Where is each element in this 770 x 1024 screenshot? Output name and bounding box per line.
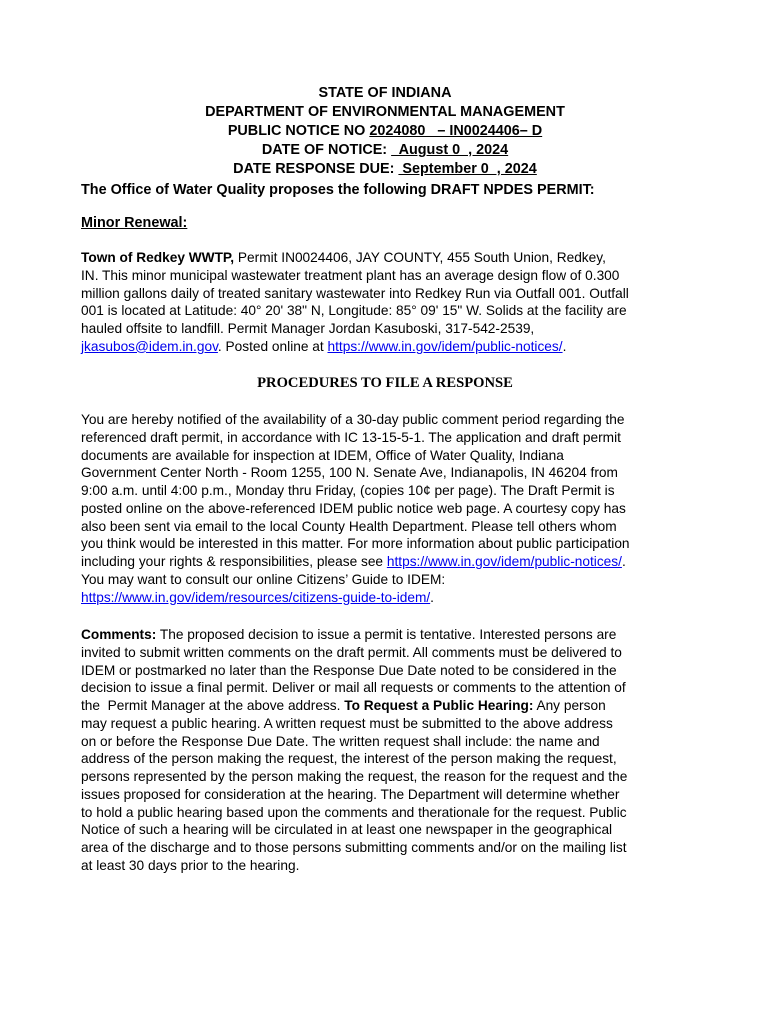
permit-manager-email-link[interactable]: jkasubos@idem.in.gov (81, 338, 218, 354)
notice-prefix: PUBLIC NOTICE NO (227, 123, 370, 139)
public-notices-link[interactable]: https://www.in.gov/idem/public-notices/ (327, 338, 563, 354)
public-notices-link-2[interactable]: https://www.in.gov/idem/public-notices/ (386, 554, 622, 569)
notice-paragraph: You are hereby notified of the availability of a 30-day public comment period regarding the referenced draft permit, in accordance with IC 13-15-5-1. The application and draft permit documents are available for inspection at IDEM, Office of Water Quality, Indiana Government Center North - Room 1255, 100 N. Senate Ave, Indianapolis, IN 46204 from 9:00 a.m. until 4:00 p.m., Monday thru Friday, (copies 10¢ per page). The Draft Permit is posted online on the above-referenced IDEM public notice web page. A courtesy copy has also been sent via email to the local County Health Department. Please tell others whom you think would be interested in this matter. For more information about public participation including your rights & responsibilities, please see https://www.in.gov/idem/public-notices/. You may want to consult our online Citizens’ Guide to IDEM: https://www.in.gov/idem/resources/citizens-guide-to-idem/. (81, 412, 630, 605)
public-notice-number (0, 122, 770, 140)
date-due-label: DATE RESPONSE DUE: (233, 161, 399, 177)
date-notice-value: August 0 , 2024 (391, 142, 509, 158)
hearing-label: To Request a Public Hearing: (344, 698, 534, 713)
permit-paragraph: Town of Redkey WWTP, Permit IN0024406, JAY COUNTY, 455 South Union, Redkey, IN. This minor municipal wastewater treatment plant has an average design flow of 0.300 million gallons daily of treated sanitary wastewater into Redkey Run via Outfall 001. Outfall 001 is located at Latitude: 40° 20' 38" N, Longitude: 85° 09' 15" W. Solids at the facility are hauled offsite to landfill. Permit Manager Jordan Kasuboski, 317-542-2539, jkasubos@idem.in.gov. Posted online at https://www.in.gov/idem/public-notices/. (81, 250, 629, 354)
intro-statement: The Office of Water Quality proposes the following DRAFT NPDES PERMIT: (81, 182, 595, 198)
notice-number: 2024080 – IN0024406– D (369, 123, 543, 139)
procedures-heading: PROCEDURES TO FILE A RESPONSE (257, 375, 513, 391)
facility-name: Town of Redkey WWTP, (81, 250, 235, 265)
date-of-notice (0, 141, 770, 159)
section-title: Minor Renewal: (81, 215, 188, 231)
date-due-value: September 0 , 2024 (398, 161, 537, 177)
date-notice-label: DATE OF NOTICE: (261, 142, 392, 158)
department-heading: DEPARTMENT OF ENVIRONMENTAL MANAGEMENT (205, 104, 565, 120)
comments-paragraph: Comments: The proposed decision to issue a permit is tentative. Interested persons are invited to submit written comments on the draft permit. All comments must be delivered to IDEM or postmarked no later than the Response Due Date noted to be considered in the decision to issue a final permit. Deliver or mail all requests or comments to the attention of the Permit Manager at the above address. To Request a Public Hearing: Any person may request a public hearing. A written request must be submitted to the above address on or before the Response Due Date. The written request shall include: the name and address of the person making the request, the interest of the person making the request, persons represented by the person making the request, the reason for the request and the issues proposed for consideration at the hearing. The Department will determine whether to hold a public hearing based upon the comments and therationale for the request. Public Notice of such a hearing will be circulated in at least one newspaper in the geographical area of the discharge and to those persons submitting comments and/or on the mailing list at least 30 days prior to the hearing. (81, 627, 628, 873)
comments-label: Comments: (81, 627, 157, 642)
state-heading: STATE OF INDIANA (318, 85, 452, 101)
citizens-guide-link[interactable]: https://www.in.gov/idem/resources/citizens-guide-to-idem/ (81, 589, 431, 605)
date-response-due (0, 160, 770, 178)
